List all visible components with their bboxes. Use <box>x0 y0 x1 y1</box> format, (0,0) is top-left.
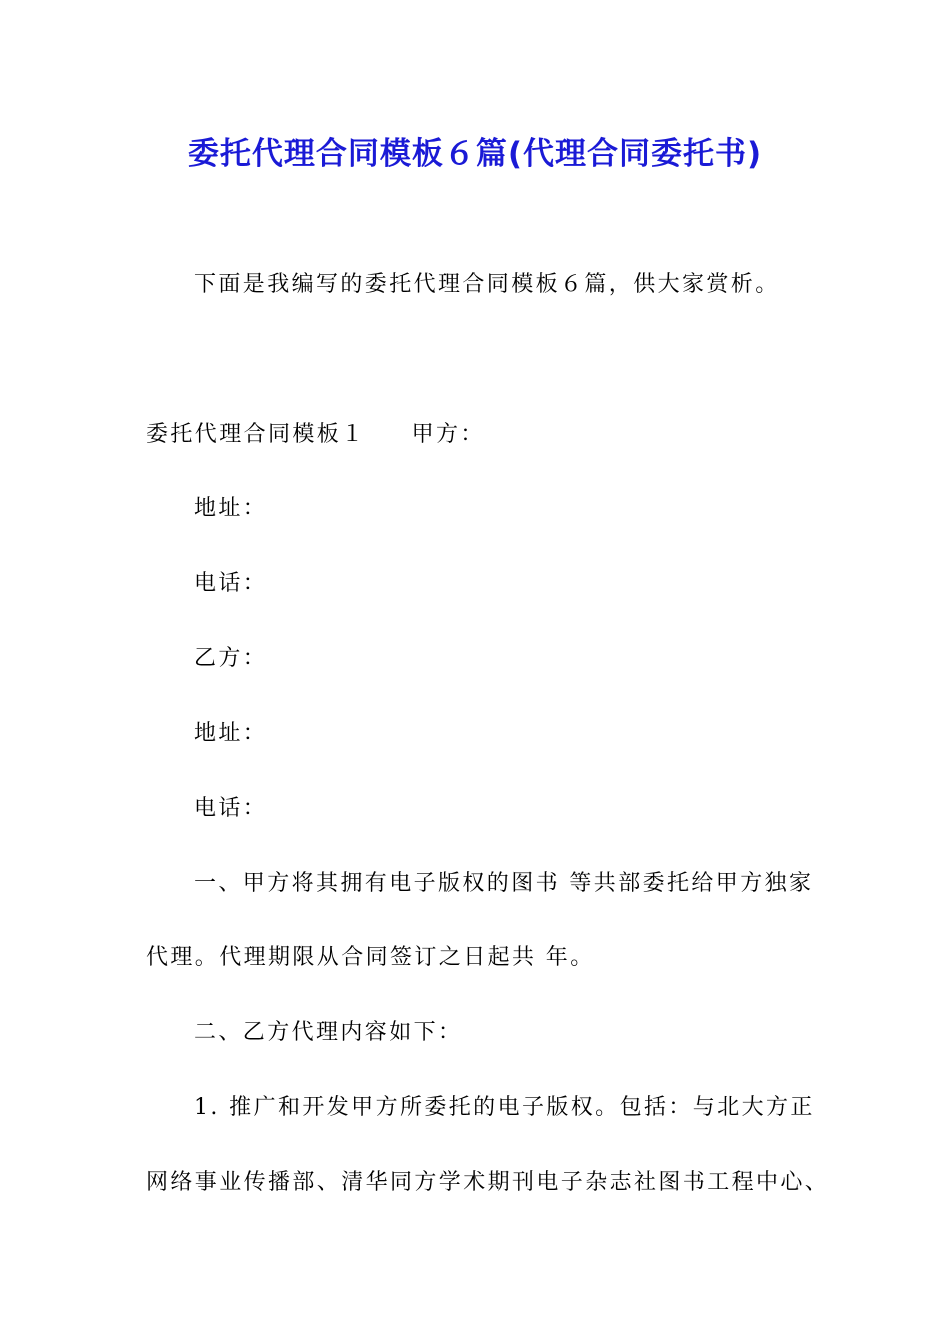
party-b-label: 乙方： <box>194 646 268 671</box>
party-b-phone: 电话： <box>194 796 268 821</box>
section-heading-row <box>146 417 485 453</box>
party-b-address: 地址： <box>194 721 268 746</box>
section-heading: 委托代理合同模板１ <box>146 422 366 447</box>
clause-2: 二、乙方代理内容如下： <box>194 1020 463 1045</box>
party-a-label: 甲方： <box>411 422 485 447</box>
item-1-line-1: 1. 推广和开发甲方所委托的电子版权。包括：与北大方正 <box>194 1095 815 1120</box>
item-1-line-2: 网络事业传播部、清华同方学术期刊电子杂志社图书工程中心、 <box>146 1170 830 1195</box>
clause-1-line-1: 一、甲方将其拥有电子版权的图书 等共部委托给甲方独家 <box>194 871 814 896</box>
clause-1-line-2: 代理。代理期限从合同签订之日起共 年。 <box>146 945 595 970</box>
party-a-phone: 电话： <box>194 571 268 596</box>
intro-paragraph: 下面是我编写的委托代理合同模板６篇，供大家赏析。 <box>194 272 780 297</box>
party-a-address: 地址： <box>194 496 268 521</box>
document-title: 委托代理合同模板６篇(代理合同委托书) <box>187 136 763 172</box>
